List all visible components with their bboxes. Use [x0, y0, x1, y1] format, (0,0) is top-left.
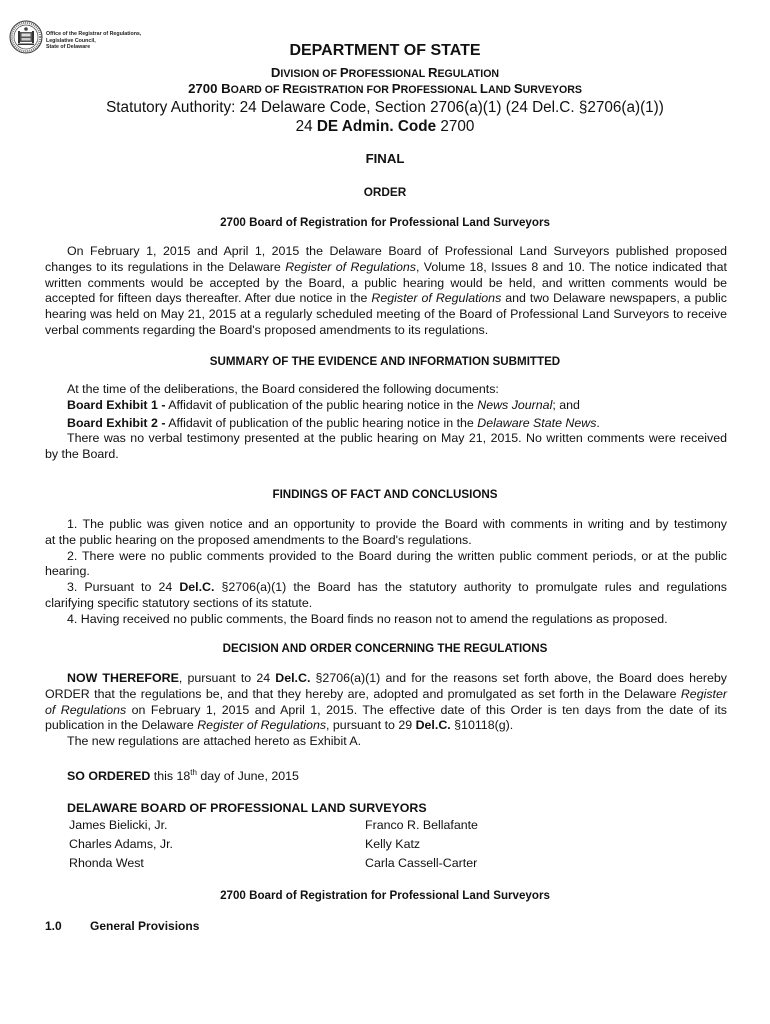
decision-text: , pursuant to 24 — [178, 671, 276, 685]
member-name: James Bielicki, Jr. — [69, 818, 168, 832]
department-title: DEPARTMENT OF STATE — [289, 42, 481, 59]
finding-bold: Del.C. — [179, 580, 215, 595]
exhibit-label: Board Exhibit 2 - — [67, 415, 166, 430]
finding-4: 4. Having received no public comments, the Board finds no reason not to amend the regulations as proposed. — [67, 611, 668, 626]
intro-line: hearing was held on May 21, 2015 at a regularly scheduled meeting of the Board of Professional Land Surveyors to receive — [45, 307, 727, 322]
division-title — [0, 65, 770, 80]
summary-heading: SUMMARY OF THE EVIDENCE AND INFORMATION SUBMITTED — [209, 355, 561, 368]
intro-text: changes to its regulations in the Delaware — [45, 259, 286, 274]
intro-paragraph — [45, 244, 727, 339]
board-cap: P — [391, 81, 401, 96]
seal-line: Legislative Council, — [46, 37, 96, 44]
intro-line: On February 1, 2015 and April 1, 2015 the Delaware Board of Professional Land Surveyors published proposed — [67, 244, 727, 258]
intro-text: , Volume 18, Issues 8 and 10. The notice indicated that — [415, 259, 728, 274]
summary-paragraph — [45, 382, 727, 463]
decision-text: ORDER that the regulations be, and that they hereby are, adopted and promulgated as set forth in the Delaware — [45, 686, 681, 701]
board-small: EGISTRATION FOR — [291, 84, 392, 96]
exhibit-label: Board Exhibit 1 - — [67, 397, 166, 412]
board-cap: S — [513, 81, 523, 96]
decision-italic: Register of Regulations — [197, 718, 327, 733]
intro-text: and two Delaware newspapers, a public — [501, 291, 727, 306]
decision-bold: Del.C. — [415, 718, 451, 733]
regulation-subtitle: 2700 Board of Registration for Professional Land Surveyors — [220, 216, 550, 229]
decision-line — [45, 687, 727, 703]
decision-line: The new regulations are attached hereto as Exhibit A. — [67, 734, 362, 749]
decision-bold: NOW THEREFORE — [67, 671, 179, 685]
member-name: Kelly Katz — [365, 837, 421, 851]
board-heading: DELAWARE BOARD OF PROFESSIONAL LAND SURVEYORS — [67, 801, 427, 815]
regulation-subtitle-footer: 2700 Board of Registration for Professional Land Surveyors — [220, 889, 550, 902]
board-small: AND — [487, 84, 514, 96]
exhibit-text: ; and — [552, 397, 580, 412]
decision-text: on February 1, 2015 and April 1, 2015. The effective date of this Order is ten days from the date of its — [126, 702, 727, 717]
finding-2-cont: hearing. — [45, 564, 90, 579]
decision-line — [45, 718, 727, 734]
member-name: Franco R. Bellafante — [365, 818, 478, 832]
member-name: Rhonda West — [69, 856, 144, 870]
exhibit-text: . — [596, 415, 600, 430]
decision-line — [45, 671, 727, 687]
so-ordered-text: day of June, 2015 — [196, 769, 299, 783]
decision-bold: Del.C. — [275, 671, 311, 685]
so-ordered-sup: th — [190, 767, 197, 777]
intro-line — [45, 291, 727, 307]
summary-line: by the Board. — [45, 447, 119, 462]
section-title: General Provisions — [90, 919, 200, 933]
intro-text: accepted for fifteen days thereafter. After due notice in the — [45, 291, 372, 306]
decision-paragraph — [45, 671, 727, 750]
finding-3-cont: clarifying specific statutory sections of its statute. — [45, 595, 313, 610]
seal-line: State of Delaware — [46, 44, 91, 50]
board-small: OARD OF — [230, 84, 283, 96]
decision-line — [45, 703, 727, 719]
division-small: IVISION OF — [280, 68, 340, 80]
summary-line: At the time of the deliberations, the Board considered the following documents: — [67, 382, 499, 396]
finding-1-cont: at the public hearing on the proposed amendments to the Board's regulations. — [45, 532, 472, 547]
intro-italic: Register of Regulations — [285, 259, 416, 274]
exhibit-text: Affidavit of publication of the public hearing notice in the — [165, 415, 478, 430]
exhibit-text: Affidavit of publication of the public hearing notice in the — [165, 397, 478, 412]
finding-3 — [45, 580, 727, 596]
board-title — [0, 81, 770, 96]
seal-line: Office of the Registrar of Regulations, — [46, 31, 142, 37]
board-cap: R — [282, 81, 292, 96]
exhibit-1 — [45, 398, 727, 414]
finding-text: 3. Pursuant to 24 — [67, 580, 180, 595]
exhibit-italic: News Journal — [477, 397, 553, 412]
so-ordered — [67, 769, 299, 784]
intro-line: written comments would be accepted by the Board, a public hearing would be held, and written comments would be — [45, 275, 727, 290]
findings-list — [45, 517, 727, 628]
intro-italic: Register of Regulations — [371, 291, 502, 306]
decision-heading: DECISION AND ORDER CONCERNING THE REGULATIONS — [222, 642, 548, 655]
admin-code-bold: DE Admin. Code — [316, 118, 437, 135]
so-ordered-bold: SO ORDERED — [67, 769, 151, 783]
division-small: EGULATION — [437, 68, 500, 80]
statutory-authority: Statutory Authority: 24 Delaware Code, Section 2706(a)(1) (24 Del.C. §2706(a)(1)) — [106, 99, 664, 116]
final-label: FINAL — [365, 151, 405, 166]
finding-2: 2. There were no public comments provided to the Board during the written public comment periods, or at the public — [67, 548, 727, 563]
so-ordered-text: this 18 — [150, 769, 191, 783]
summary-line: There was no verbal testimony presented at the public hearing on May 21, 2015. No written comments were received — [67, 431, 727, 446]
decision-italic: Register — [680, 686, 727, 701]
admin-code-pre: 24 — [295, 118, 317, 135]
finding-text: §2706(a)(1) the Board has the statutory authority to promulgate rules and regulations — [214, 580, 727, 595]
decision-text: §10118(g). — [450, 718, 514, 733]
intro-line — [45, 260, 727, 276]
admin-code — [0, 118, 770, 136]
decision-text: , pursuant to 29 — [326, 718, 416, 733]
decision-text: publication in the Delaware — [45, 718, 198, 733]
exhibit-italic: Delaware State News — [477, 415, 597, 430]
admin-code-post: 2700 — [436, 118, 475, 135]
intro-line: verbal comments regarding the Board's proposed amendments to its regulations. — [45, 322, 489, 337]
member-name: Carla Cassell-Carter — [365, 856, 478, 870]
decision-text: §2706(a)(1) and for the reasons set forth above, the Board does hereby — [310, 671, 727, 685]
division-cap: D — [270, 65, 281, 80]
member-name: Charles Adams, Jr. — [69, 837, 173, 851]
exhibit-2 — [45, 416, 727, 432]
decision-italic: of Regulations — [45, 702, 127, 717]
division-cap: R — [427, 65, 438, 80]
board-small: URVEYORS — [522, 84, 582, 96]
finding-1: 1. The public was given notice and an opportunity to provide the Board with comments in writing and by testimony — [67, 517, 727, 531]
division-small: ROFESSIONAL — [348, 68, 428, 80]
section-number: 1.0 — [45, 919, 62, 933]
board-cap: 2700 B — [188, 81, 231, 96]
division-cap: P — [339, 65, 349, 80]
order-label: ORDER — [363, 185, 407, 199]
board-small: ROFESSIONAL — [400, 84, 480, 96]
board-cap: L — [479, 81, 488, 96]
findings-heading: FINDINGS OF FACT AND CONCLUSIONS — [272, 488, 498, 501]
